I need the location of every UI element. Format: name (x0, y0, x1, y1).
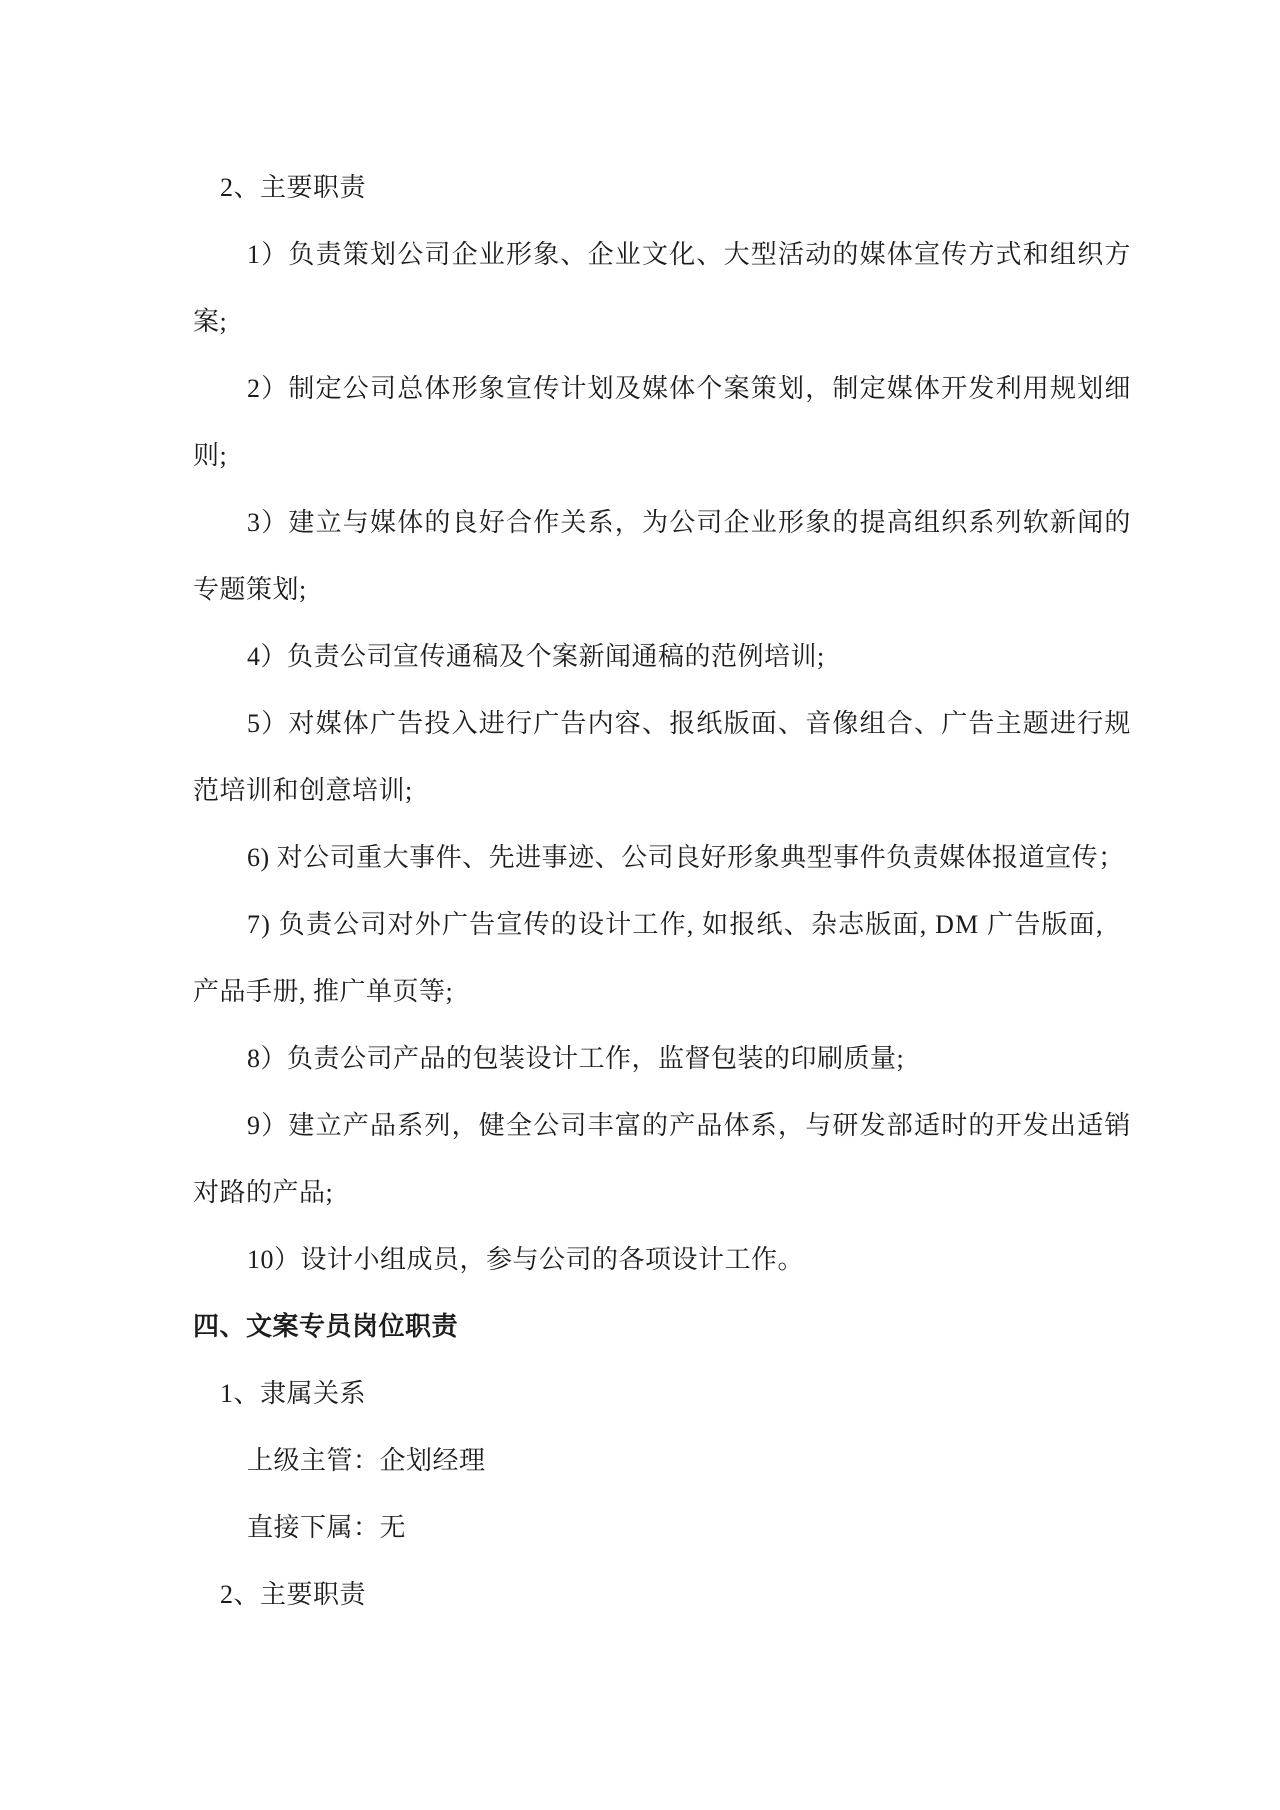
document-line: 2）制定公司总体形象宣传计划及媒体个案策划，制定媒体开发利用规划细 (247, 374, 1132, 403)
section-heading: 四、文案专员岗位职责 (193, 1312, 459, 1341)
document-line: 2、主要职责 (220, 1580, 367, 1609)
document-line: 1、隶属关系 (220, 1379, 367, 1408)
document-line: 5）对媒体广告投入进行广告内容、报纸版面、音像组合、广告主题进行规 (247, 709, 1132, 738)
document-line: 直接下属：无 (247, 1513, 407, 1542)
document-line: 案; (193, 307, 228, 336)
document-line: 4）负责公司宣传通稿及个案新闻通稿的范例培训; (247, 642, 825, 671)
document-line: 则; (193, 441, 228, 470)
document-line: 8）负责公司产品的包装设计工作，监督包装的印刷质量; (247, 1044, 905, 1073)
document-line: 专题策划; (193, 575, 307, 604)
document-line: 范培训和创意培训; (193, 776, 413, 805)
document-line: 上级主管：企划经理 (247, 1446, 486, 1475)
document-line: 10）设计小组成员，参与公司的各项设计工作。 (247, 1245, 805, 1274)
document-line: 6) 对公司重大事件、先进事迹、公司良好形象典型事件负责媒体报道宣传； (247, 843, 1125, 872)
document-line: 2、主要职责 (220, 173, 367, 202)
document-line: 对路的产品; (193, 1178, 334, 1207)
document-text-block (193, 154, 1132, 1628)
document-line: 7) 负责公司对外广告宣传的设计工作, 如报纸、杂志版面, DM 广告版面, (247, 910, 1104, 939)
document-line: 产品手册, 推广单页等; (193, 977, 454, 1006)
document-line: 9）建立产品系列，健全公司丰富的产品体系，与研发部适时的开发出适销 (247, 1111, 1132, 1140)
document-line: 3）建立与媒体的良好合作关系，为公司企业形象的提高组织系列软新闻的 (247, 508, 1132, 537)
document-line: 1）负责策划公司企业形象、企业文化、大型活动的媒体宣传方式和组织方 (247, 240, 1132, 269)
